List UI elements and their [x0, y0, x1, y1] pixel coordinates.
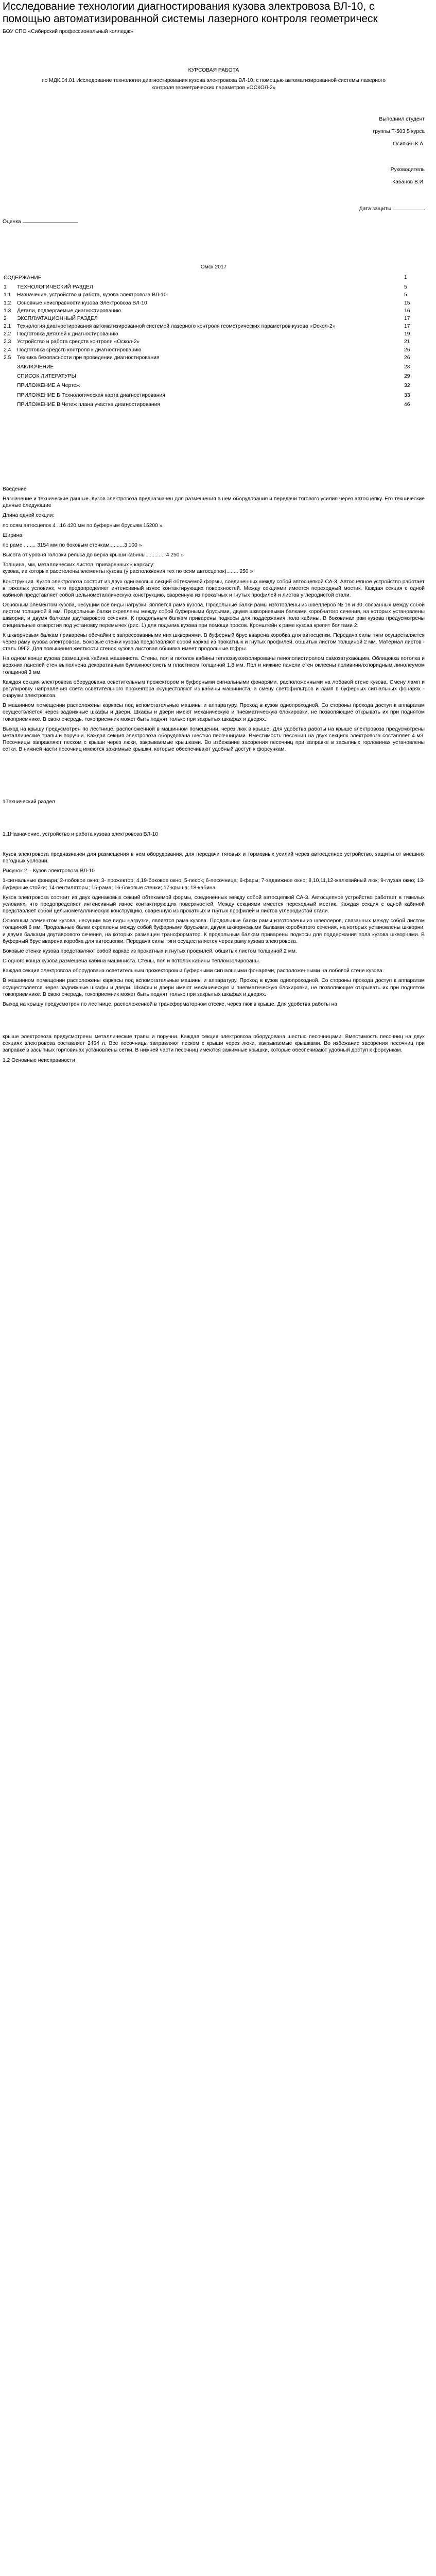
spec-line: Длина одной секции:	[3, 513, 55, 519]
toc-row	[3, 346, 424, 354]
table-of-contents	[3, 273, 424, 409]
organization-name: БОУ СПО «Сибирский профессиональный колледж»	[3, 29, 133, 35]
toc-heading: СОДЕРЖАНИЕ	[4, 275, 42, 281]
chapter-paragraph: Кузов электровоза предназначен для размещения в нем оборудования, для передачи тяговых и тормозных усилий через автосцепное устройство, защиты от внешних погодных условий.	[3, 851, 425, 865]
intro-paragraph: На одном конце кузова размещена кабина машиниста. Стены, пол и потолок кабины теплозвукоизолированы пенополистиролом самозатухающим. Облицовка потолка и верхних панелей стен выполнена декоративным бумажнослоистым пластиком толщиной 1,8 мм. Пол и нижние панели стен оклеены поливинилхлоридным линолеумом толщиной 3 мм.	[3, 656, 425, 675]
section-heading: 1.2 Основные неисправности	[3, 1057, 75, 1063]
toc-row-page: 26	[404, 354, 410, 361]
toc-row-page: 33	[404, 392, 410, 398]
chapter-paragraph: Каждая секция электровоза оборудована осветительным прожектором и буферными сигнальными фонарями, расположенными на лобовой стене кузова.	[3, 968, 384, 974]
toc-row-title: ПРИЛОЖЕНИЕ Б Технологическая карта диагностирования	[17, 392, 165, 398]
group-label: группы Т-503 5 курса	[373, 128, 425, 134]
section-heading: 1.1Назначение, устройство и работа кузова электровоза ВЛ-10	[3, 831, 159, 837]
toc-row-title: Устройство и работа средств контроля «Оскол-2»	[17, 339, 140, 345]
toc-row-number: 1.2	[4, 300, 11, 306]
toc-row-title: ЭКСПЛУАТАЦИОННЫЙ РАЗДЕЛ	[17, 315, 98, 321]
student-name: Осипкин К.А.	[393, 141, 425, 147]
toc-row-title: Назначение, устройство и работа, кузова электровоза ВЛ-10	[17, 292, 167, 298]
toc-row-page: 32	[404, 383, 410, 389]
supervisor-name: Кабанов В.И.	[392, 179, 425, 185]
toc-row-page: 46	[404, 401, 410, 408]
toc-row	[3, 362, 424, 371]
chapter-paragraph: В машинном помещении расположены каркасы под вспомогательные машины и аппаратуру. Проход в кузов однопроходной. Со стороны прохода доступ к аппаратам осуществляется через задвижные шкафы и двери. Шкафы и двери имеют механическую и пневматическую блокировки, не позволяющие открывать их при поднятом токоприемнике. В свою очередь, токоприемник может быть поднят только при закрытых шкафах и дверях.	[3, 978, 425, 997]
intro-paragraph: Каждая секция электровоза оборудована осветительным прожектором и буферными сигнальными фонарями, расположенными на лобовой стене кузова. Смену ламп и регулировку направления света осветительного прожектора осуществляют из кабины машиниста, а смену светофильтров и ламп в буферных сигнальных фонарях - снаружи электровоза.	[3, 679, 425, 699]
toc-row-page: 17	[404, 324, 410, 330]
toc-row-number: 2	[4, 315, 7, 321]
toc-row-title: СПИСОК ЛИТЕРАТУРЫ	[17, 374, 76, 380]
intro-paragraph: Конструкция. Кузов электровоза состоит из двух одинаковых секций обтекаемой формы, соединенных между собой автосцепкой СА-3. Автосцепное устройство работает в тяжелых условиях, что предопределяет интенсивный износ контактирующих поверхностей. Между секциями имеется переходный мостик. Каждая секция с одной кабиной представляет собой цельнометаллическую конструкцию, сваренную из прокатных и гнутых профилей и листов углеродистой стали.	[3, 579, 425, 598]
toc-row-page: 28	[404, 364, 410, 370]
toc-row-title: Детали, подвергаемые диагностированию	[17, 308, 121, 314]
toc-row-number	[3, 371, 16, 380]
spec-line: Толщина, мм, металлических листов, приваренных к каркасу:	[3, 562, 155, 568]
toc-row-number: 2.5	[4, 354, 11, 361]
intro-heading: Введение	[3, 486, 27, 492]
city-year: Омск 2017	[200, 264, 227, 270]
toc-row	[3, 390, 424, 399]
chapter-paragraph: Выход на крышу предусмотрен по лестнице, расположенной в трансформаторном отсеке, через люк в крыше. Для удобства работы на	[3, 1001, 338, 1007]
chapter-paragraph: С одного конца кузова размещена кабина машиниста. Стены, пол и потолок кабины теплоизолированы.	[3, 958, 260, 964]
toc-row-number	[3, 380, 16, 389]
toc-row-title: Технология диагностирования автоматизированной системой лазерного контроля геометрических параметров кузова «Оскол-2»	[17, 324, 336, 330]
spec-line: по раме ........ 3154 мм по боковым стенкам..........3 100 »	[3, 542, 142, 548]
document-page	[3, 0, 425, 1064]
toc-row-page: 16	[404, 308, 410, 314]
toc-row-number: 2.2	[4, 331, 11, 337]
figure-caption: Рисунок 2 – Кузов электровоза ВЛ-10	[3, 868, 95, 874]
toc-row-number: 1.1	[4, 292, 11, 298]
toc-row	[3, 315, 424, 323]
toc-row-number: 1	[4, 284, 7, 291]
toc-row	[3, 371, 424, 380]
spec-line: кузова, из которых расстелены элементы кузова (у расположения тех по осям автосцепок)........ 250 »	[3, 569, 253, 575]
toc-row-title: ЗАКЛЮЧЕНИЕ	[17, 364, 54, 370]
toc-row-page: 26	[404, 347, 410, 353]
spec-line: по осям автосцепок 4 ..16 420 мм по буферным брусьям 15200 »	[3, 522, 163, 529]
defense-date: Дата защиты	[3, 205, 425, 212]
supervisor-label: Руководитель	[390, 167, 425, 173]
figure-legend: 1-сигнальные фонари; 2-лобовое окно; 3- прожектор; 4,19-боковое окно; 5-песок; 6-песочница; 6-фары; 7-задвижное окно; 8,10,11,12-жалюзийный люк; 9-глухая окно; 13-буферные стойки; 14-вентиляторы; 15-рама; 16-боковые стенки; 17-крыша; 18-кабина	[3, 878, 425, 891]
toc-row-title: Подготовка средств контроля к диагностированию	[17, 347, 142, 353]
toc-row-title: Подготовка деталей к диагностированию	[17, 331, 118, 337]
intro-paragraph: К шкворневым балкам приварены обечайки с запрессованными них шкворнями. В буферный брус вварена коробка для автосцепки. Передача силы тяги осуществляется через раму кузова электровоза. Боковые стенки кузова представляют собой каркас из прокатных и гнутых профилей, обшитых листом толщиной 2 мм. Материал листов - сталь 09Г2. Для повышения жесткости стенок кузова листовая обшивка имеет продольные гофры.	[3, 632, 425, 652]
chapter-paragraph: Боковые стенки кузова представляют собой каркас из прокатных и гнутых профилей, обшитых листом толщиной 2 мм.	[3, 948, 297, 954]
toc-row	[3, 338, 424, 346]
toc-row-title: Основные неисправности кузова Электровоза ВЛ-10	[17, 300, 147, 306]
toc-row-number: 2.1	[4, 324, 11, 330]
toc-row-page: 21	[404, 339, 410, 345]
intro-paragraph: Выход на крышу предусмотрен по лестнице, расположенной в машинном помещении, через люк в крыше. Для удобства работы на крыше электровоза предусмотрены металлические трапы и поручни. Каждая секция электровоза оборудована шестью песочницами. Вместимость песочниц на двух секциях электровоза составляет 4 м3. Песочницы заправляют песком с крыши через люки, закрываемые крышками. Во избежание засорения песочниц при заправке в засыпных горловинах установлены сетки. В нижней части песочниц имеются зажимные крышки, которые обеспечивают удобный доступ к форсункам.	[3, 726, 425, 753]
chapter-heading: 1Технический раздел	[3, 799, 55, 805]
performed-label: Выполнил студент	[379, 116, 425, 122]
chapter-paragraph: Основным элементом кузова, несущим все виды нагрузки, является рама кузова. Продольные балки рамы изготовлены из швеллеров, связанных между собой листом толщиной 6 мм. Продольные балки скреплены между собой буферными брусьями, двумя шкворневыми балками коробчатого сечения, на которых установлены шкворни, и двумя балками двутаврового сечения, на которых размещен трансформатор. К продольным балкам приварены подкосы для поддержания пола кузова шкворнями. В буферный брус вварена коробка для автосцепки. Передача силы тяги осуществляется через раму кузова электровоза.	[3, 918, 425, 944]
toc-row-page: 29	[404, 374, 410, 380]
toc-row	[3, 291, 424, 299]
toc-row	[3, 307, 424, 315]
intro-paragraph: Назначение и технические данные. Кузов электровоза предназначен для размещения в нем оборудования и передачи тягового усилия через автосцепку. Его технические данные следующие	[3, 496, 425, 509]
intro-paragraph: В машинном помещении расположены каркасы под вспомогательные машины и аппаратуру. Проход в кузов однопроходной. Со стороны прохода доступ к аппаратам осуществляется через задвижные шкафы и двери. Шкафы и двери имеют механическую и пневматическую блокировки, не позволяющие открывать их при поднятом токоприемнике. В свою очередь, токоприемник может быть поднят только при закрытых шкафах и дверях.	[3, 703, 425, 722]
toc-heading-row: СОДЕРЖАНИЕ 1	[3, 273, 424, 282]
toc-row-number	[3, 362, 16, 371]
toc-row-number	[3, 390, 16, 399]
toc-row-page: 17	[404, 315, 410, 321]
chapter-paragraph: Кузов электровоза состоит из двух одинаковых секций обтекаемой формы, соединенных между собой автосцепкой СА-3. Автосцепное устройство работает в тяжелых условиях, что предопределяет интенсивный износ контактирующих поверхностей. Между секциями имеется переходный мостик. Каждая секция с одной кабиной представляет собой цельнометаллическую конструкцию, сваренную из прокатных и гнутых профилей и листов углеродистой стали.	[3, 894, 425, 914]
spec-line: Высота от уровня головки рельса до верха крыши кабины............. 4 250 »	[3, 552, 184, 558]
work-topic: по МДК.04.01 Исследование технологии диагностирования кузова электровоза ВЛ-10, с помощью автоматизированной системы лазерного контроля геометрических параметров «ОСКОЛ-2»	[42, 78, 386, 91]
toc-row-page: 19	[404, 331, 410, 337]
toc-row	[3, 299, 424, 307]
grade-field: Оценка	[3, 218, 425, 225]
toc-row-page: 5	[404, 284, 407, 291]
toc-row-title: ПРИЛОЖЕНИЕ В Четеж плана участка диагностирования	[17, 401, 160, 408]
toc-row-number	[3, 399, 16, 409]
toc-row-title: ПРИЛОЖЕНИЕ А Чертеж	[17, 383, 80, 389]
toc-row	[3, 330, 424, 338]
spec-line: Ширина:	[3, 532, 24, 538]
toc-row-number: 2.3	[4, 339, 11, 345]
document-title: Исследование технологии диагностирования кузова электровоза ВЛ-10, с помощью автоматизированной системы лазерного контроля геометрическ	[3, 1, 378, 25]
chapter-paragraph: крыше электровоза предусмотрены металлические трапы и поручни. Каждая секция электровоза оборудована шестью песочницами. Вместимость песочниц на двух секциях электровоза составляет 2464 л. Все песочницы заправляют песком с крыши через люки, закрываемые крышками. Во избежание засорения песочниц при заправке в засыпных горловинах установлены сетки. В нижней части песочниц имеются зажимные крышки, которые обеспечивают удобный доступ к форсункам.	[3, 1034, 425, 1054]
toc-row	[3, 399, 424, 409]
work-type: КУРСОВАЯ РАБОТА	[188, 67, 239, 74]
toc-row-number: 1.3	[4, 308, 11, 314]
toc-row-number: 2.4	[4, 347, 11, 353]
intro-paragraph: Основным элементом кузова, несущим все виды нагрузки, является рама кузова. Продольные балки рамы изготовлены из швеллеров № 16 и 30, связанных между собой листом толщиной 8 мм. Продольные балки скреплены между собой буферными брусьями, двумя шкворневыми балками коробчатого сечения, на которых установлены шкворни, и двумя балками двутаврового сечения. К продольным балкам приварены подкосы для поддержания пола кабины. В боковинах рам кузова предусмотрены специальные отверстия под установку перемычек (рис. 1) для подъема кузова при помощи тросов. Кронштейн к раме кузова крепят болтами 2.	[3, 602, 425, 629]
toc-row-page: 15	[404, 300, 410, 306]
toc-row	[3, 323, 424, 330]
toc-row-title: Техника безопасности при проведении диагностирования	[17, 354, 160, 361]
spacer	[3, 35, 425, 67]
toc-row-title: ТЕХНОЛОГИЧЕСКИЙ РАЗДЕЛ	[17, 284, 93, 291]
toc-row-page: 5	[404, 292, 407, 298]
toc-row	[3, 282, 424, 291]
toc-row	[3, 354, 424, 362]
toc-row	[3, 380, 424, 389]
